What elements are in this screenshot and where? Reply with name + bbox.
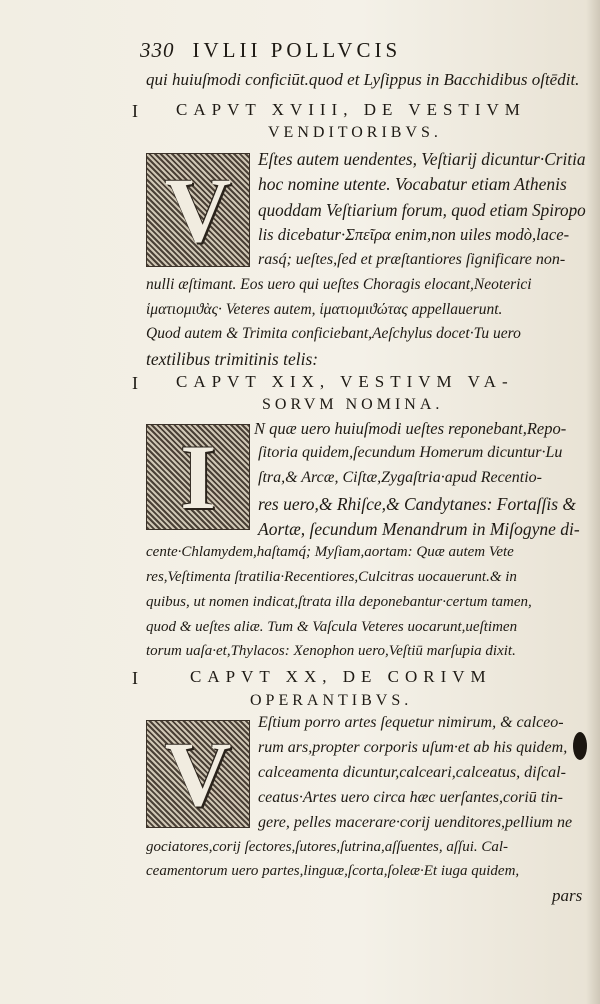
ink-blot — [573, 732, 587, 760]
text-line: res,Veſtimenta ſtratilia·Recentiores,Culcitras uocauerunt.& in — [146, 569, 517, 585]
text-line: ſitoria quidem,ſecundum Homerum dicuntur·Lu — [258, 444, 563, 461]
text-line: quoddam Veſtiarium forum, quod etiam Spiropo — [258, 200, 586, 220]
margin-marker: I — [132, 668, 138, 688]
initial-letter: I — [180, 426, 216, 528]
text-line: lis dicebatur·Σπεῖρα enim,non uiles modò,lace- — [258, 225, 570, 244]
initial-letter: V — [164, 723, 232, 825]
text-line: quibus, ut nomen indicat,ſtrata illa deponebantur·certum tamen, — [146, 594, 532, 610]
text-line: Aortæ, ſecundum Menandrum in Miſogyne di- — [258, 519, 580, 539]
text-line: ceamentorum uero partes,linguæ,ſcorta,ſoleæ·Et iuga quidem, — [146, 863, 520, 879]
chapter-heading-cont: VENDITORIBVS. — [268, 124, 442, 141]
margin-marker: I — [132, 101, 138, 121]
decorated-initial — [146, 424, 250, 530]
text-line: gere, pelles macerare·corij uenditores,pellium ne — [258, 814, 573, 831]
text-line: Quod autem & Trimita conficiebant,Aeſchylus docet·Tu uero — [146, 325, 521, 342]
margin-marker: I — [132, 373, 138, 393]
chapter-heading: CAPVT XX, DE CORIVM — [190, 667, 492, 686]
text-line: torum uaſa·et,Thylacos: Xenophon uero,Veſtiū marſupia dixit. — [146, 643, 516, 659]
text-line: calceamenta dicuntur,calceari,calceatus, diſcal- — [258, 764, 566, 781]
text-line: rasq́; ueſtes,ſed et præſtantiores ſignificare non- — [258, 251, 566, 268]
text-line: res uero,& Rhiſce,& Candytanes: Fortaſſis & — [258, 494, 577, 514]
text-line: quod & ueſtes aliæ. Tum & Vaſcula Veteres uocarunt,ueſtimen — [146, 619, 518, 635]
text-line: N quæ uero huiuſmodi ueſtes reponebant,Repo- — [254, 419, 567, 438]
decorated-initial — [146, 720, 250, 828]
page-edge-shadow — [586, 0, 600, 1004]
text-line: qui huiuſmodi conficiūt.quod et Lyſippus in Bacchidibus oſtēdit. — [146, 70, 580, 89]
catchword: pars — [552, 886, 583, 905]
running-title: IVLII POLLVCIS — [192, 38, 402, 62]
text-line: cente·Chlamydem,haſtamq́; Myſiam,aortam: Quæ autem Vete — [146, 544, 514, 560]
text-line: rum ars,propter corporis uſum·et ab his quidem, — [258, 739, 568, 756]
chapter-heading-cont: SORVM NOMINA. — [262, 396, 444, 413]
text-line: ceatus·Artes uero circa hæc uerſantes,coriū tin- — [258, 789, 563, 806]
text-line: ἱματιομιϑὰς· Veteres autem, ἱματιομιϑώτας appellauerunt. — [146, 301, 503, 318]
decorated-initial — [146, 153, 250, 267]
text-line: Eſtes autem uendentes, Veſtiarij dicuntur·Critia — [258, 149, 586, 169]
chapter-heading: CAPVT XVIII, DE VESTIVM — [176, 100, 526, 119]
text-line: gociatores,corij ſectores,ſutores,ſutrina,aſſuentes, aſſui. Cal- — [146, 839, 509, 855]
chapter-heading: CAPVT XIX, VESTIVM VA- — [176, 372, 514, 391]
text-line: ſtra,& Arcæ, Ciſtæ,Zygaſtria·apud Recentio- — [258, 469, 542, 486]
text-line: hoc nomine utente. Vocabatur etiam Athenis — [258, 174, 567, 194]
initial-letter: V — [164, 159, 232, 261]
page-number: 330 — [140, 38, 175, 62]
text-line: textilibus trimitinis telis: — [146, 349, 319, 369]
text-line: Eſtium porro artes ſequetur nimirum, & calceo- — [258, 714, 564, 731]
text-line: nulli æſtimant. Eos uero qui ueſtes Choragis elocant,Neoterici — [146, 276, 532, 293]
running-head — [140, 38, 401, 63]
chapter-heading-cont: OPERANTIBVS. — [250, 692, 413, 709]
